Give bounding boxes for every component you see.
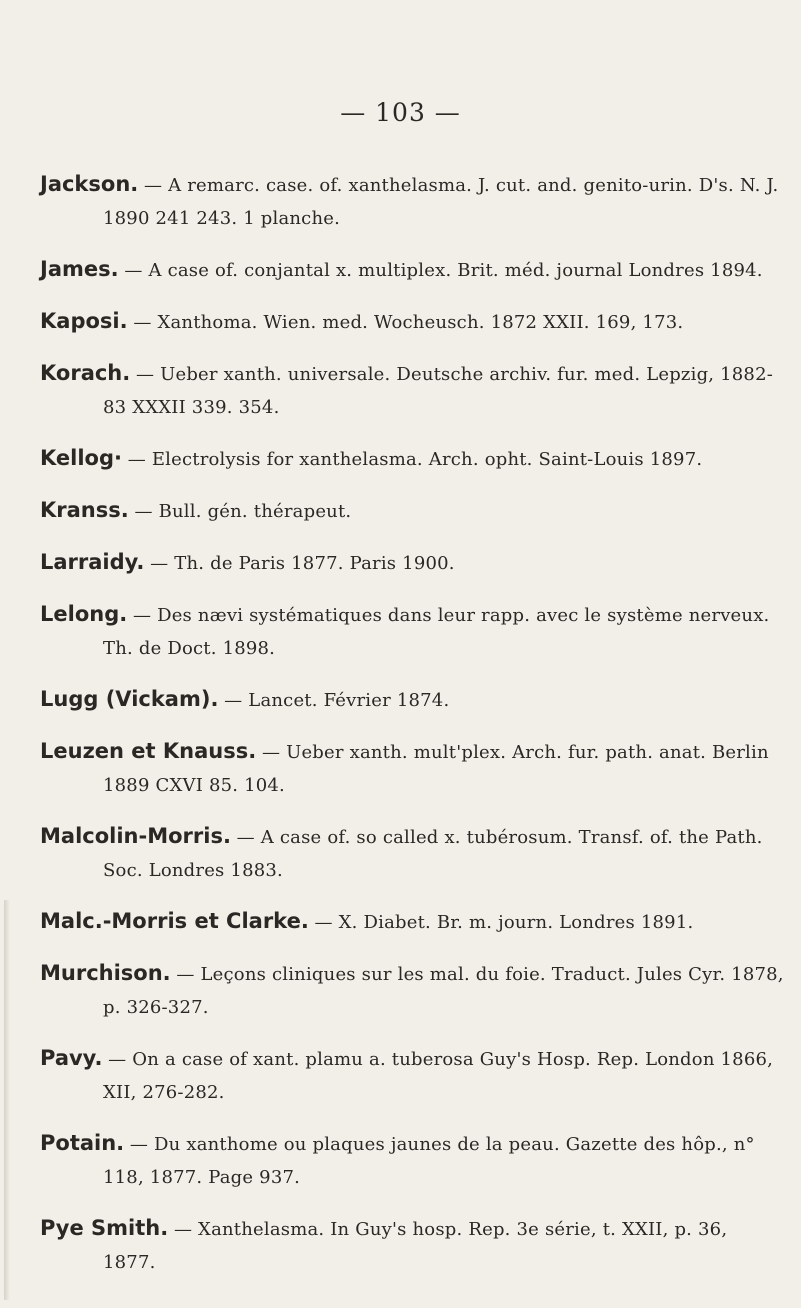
entry-reference: — Bull. gén. thérapeut.	[134, 501, 352, 522]
entry-reference: — Lancet. Février 1874.	[224, 690, 450, 711]
bibliography-list	[40, 150, 785, 1290]
entry-author: Kranss.	[40, 498, 129, 522]
entry-reference: — Ueber xanth. universale. Deutsche archiv. fur. med. Lepzig, 1882-83 XXXII 339. 354.	[103, 364, 774, 418]
entry-reference: — A case of. conjantal x. multiplex. Brit. méd. journal Londres 1894.	[124, 260, 763, 281]
bibliography-entry	[40, 168, 785, 235]
entry-author: Leuzen et Knauss.	[40, 739, 257, 763]
entry-author: Pavy.	[40, 1046, 103, 1070]
bibliography-entry	[40, 905, 785, 939]
entry-author: Potain.	[40, 1131, 125, 1155]
entry-reference: — Leçons cliniques sur les mal. du foie. Traduct. Jules Cyr. 1878, p. 326-327.	[103, 964, 784, 1018]
bibliography-entry	[40, 820, 785, 887]
entry-author: Jackson.	[40, 172, 139, 196]
bibliography-entry	[40, 735, 785, 802]
entry-reference: — On a case of xant. plamu a. tuberosa Guy's Hosp. Rep. London 1866, XII, 276-282.	[103, 1049, 774, 1103]
bibliography-entry	[40, 683, 785, 717]
entry-reference: — Th. de Paris 1877. Paris 1900.	[150, 553, 455, 574]
entry-reference: — A remarc. case. of. xanthelasma. J. cut. and. genito-urin. D's. N. J. 1890 241 243. 1 planche.	[103, 175, 779, 229]
entry-author: Pye Smith.	[40, 1216, 169, 1240]
entry-reference: — X. Diabet. Br. m. journ. Londres 1891.	[314, 912, 694, 933]
bibliography-entry	[40, 253, 785, 287]
bibliography-entry	[40, 494, 785, 528]
bibliography-entry	[40, 357, 785, 424]
bibliography-entry	[40, 957, 785, 1024]
entry-reference: — Xanthelasma. In Guy's hosp. Rep. 3e série, t. XXII, p. 36, 1877.	[103, 1219, 728, 1273]
entry-reference: — Du xanthome ou plaques jaunes de la peau. Gazette des hôp., n° 118, 1877. Page 937.	[103, 1134, 755, 1188]
bibliography-entry	[40, 598, 785, 665]
scan-shadow	[4, 900, 10, 1300]
entry-reference: — A case of. so called x. tubérosum. Transf. of. the Path. Soc. Londres 1883.	[103, 827, 763, 881]
entry-author: Malcolin-Morris.	[40, 824, 231, 848]
bibliography-entry	[40, 305, 785, 339]
bibliography-entry	[40, 1042, 785, 1109]
entry-author: James.	[40, 257, 119, 281]
entry-author: Korach.	[40, 361, 131, 385]
bibliography-entry	[40, 1127, 785, 1194]
entry-author: Lelong.	[40, 602, 128, 626]
bibliography-entry	[40, 1212, 785, 1279]
entry-reference: — Electrolysis for xanthelasma. Arch. opht. Saint-Louis 1897.	[127, 449, 703, 470]
bibliography-entry	[40, 442, 785, 476]
bibliography-entry	[40, 546, 785, 580]
entry-reference: — Xanthoma. Wien. med. Wocheusch. 1872 XXII. 169, 173.	[133, 312, 684, 333]
entry-reference: — Ueber xanth. mult'plex. Arch. fur. path. anat. Berlin 1889 CXVI 85. 104.	[103, 742, 769, 796]
entry-author: Kellog·	[40, 446, 122, 470]
entry-author: Malc.-Morris et Clarke.	[40, 909, 309, 933]
entry-author: Kaposi.	[40, 309, 128, 333]
entry-author: Larraidy.	[40, 550, 145, 574]
entry-author: Murchison.	[40, 961, 171, 985]
page-number: — 103 —	[340, 98, 461, 127]
entry-author: Lugg (Vickam).	[40, 687, 219, 711]
entry-reference: — Des nævi systématiques dans leur rapp. avec le système nerveux. Th. de Doct. 1898.	[103, 605, 770, 659]
